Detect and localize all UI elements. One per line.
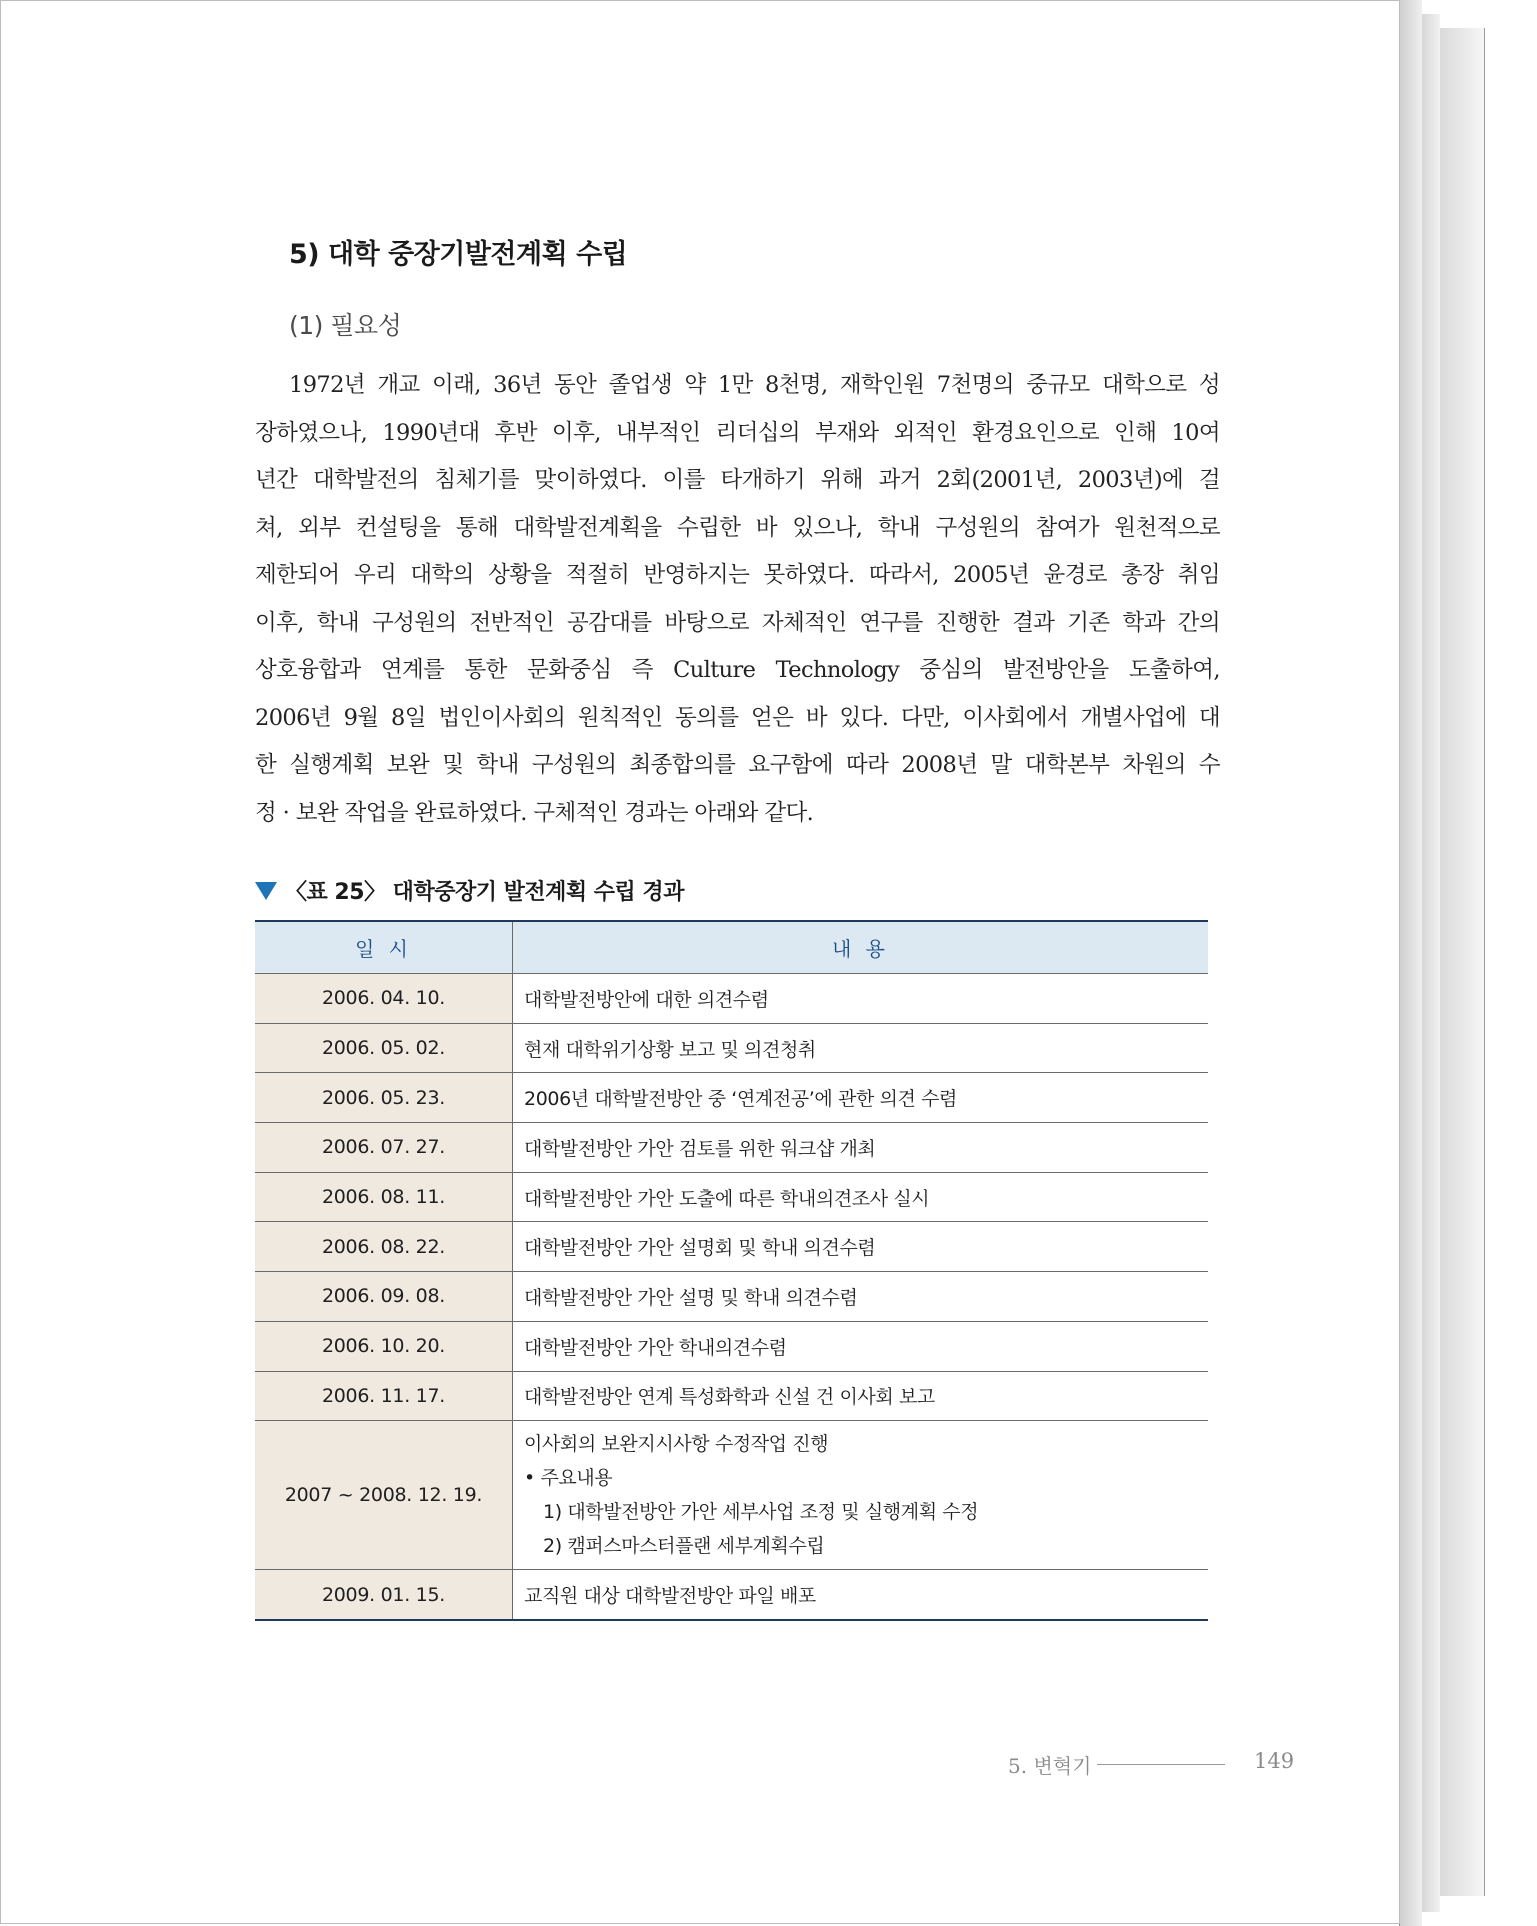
body-line: 이후, 학내 구성원의 전반적인 공감대를 바탕으로 자체적인 연구를 진행한 결과 기존 학과 간의: [255, 609, 1220, 636]
table-row: [255, 1321, 1208, 1371]
page-number: 149: [1254, 1749, 1295, 1773]
table-row: [255, 1570, 1208, 1620]
body-line: 1972년 개교 이래, 36년 동안 졸업생 약 1만 8천명, 재학인원 7천명의 중규모 대학으로 성: [289, 372, 1220, 398]
row-content-line: 이사회의 보완지시사항 수정작업 진행: [524, 1433, 829, 1456]
table-row: [255, 1371, 1208, 1421]
row-date: 2006. 05. 23.: [255, 1073, 513, 1123]
body-line: 장하였으나, 1990년대 후반 이후, 내부적인 리더십의 부재와 외적인 환경요인으로 인해 10여: [255, 419, 1220, 446]
table-row: [255, 1023, 1208, 1073]
row-date: 2006. 07. 27.: [255, 1123, 513, 1173]
table-row: [255, 1123, 1208, 1173]
page-stack-edge: [1421, 14, 1440, 1912]
row-content: 대학발전방안에 대한 의견수렴: [513, 974, 1209, 1024]
row-content: 대학발전방안 연계 특성화학과 신설 건 이사회 보고: [513, 1371, 1209, 1421]
body-line: 년간 대학발전의 침체기를 맞이하였다. 이를 타개하기 위해 과거 2회(2001년, 2003년)에 걸: [255, 467, 1220, 493]
page-stack-edge: [1399, 0, 1422, 1926]
body-line: 제한되어 우리 대학의 상황을 적절히 반영하지는 못하였다. 따라서, 2005년 윤경로 총장 취임: [255, 562, 1220, 588]
row-date: 2006. 05. 02.: [255, 1023, 513, 1073]
body-line: 상호융합과 연계를 통한 문화중심 즉 Culture Technology 중심의 발전방안을 도출하여,: [255, 657, 1220, 683]
page-stack-edge: [1439, 28, 1485, 1896]
row-content: [513, 1421, 1209, 1570]
table-row: [255, 1172, 1208, 1222]
triangle-down-icon: [255, 882, 277, 900]
body-line: 쳐, 외부 컨설팅을 통해 대학발전계획을 수립한 바 있으나, 학내 구성원의 참여가 원천적으로: [255, 514, 1220, 541]
table-caption: [255, 875, 684, 906]
row-date: 2006. 11. 17.: [255, 1371, 513, 1421]
row-content: 현재 대학위기상황 보고 및 의견청취: [513, 1023, 1209, 1073]
row-content-subitem: 1) 대학발전방안 가안 세부사업 조정 및 실행계획 수정: [543, 1501, 979, 1524]
row-content: 대학발전방안 가안 검토를 위한 워크샵 개최: [513, 1123, 1209, 1173]
row-date: 2007 ~ 2008. 12. 19.: [255, 1421, 513, 1570]
body-line: 2006년 9월 8일 법인이사회의 원칙적인 동의를 얻은 바 있다. 다만, 이사회에서 개별사업에 대: [255, 704, 1220, 731]
row-content-list: [524, 1421, 1208, 1569]
table-row: [255, 974, 1208, 1024]
table-caption-text: 〈표 25〉 대학중장기 발전계획 수립 경과: [285, 880, 684, 905]
body-paragraph: [255, 362, 1220, 837]
row-content: 2006년 대학발전방안 중 ‘연계전공’에 관한 의견 수렴: [513, 1073, 1209, 1123]
row-content: 교직원 대상 대학발전방안 파일 배포: [524, 1585, 816, 1608]
running-footer: [1008, 1750, 1237, 1779]
table-row: [255, 1222, 1208, 1272]
row-content: 대학발전방안 가안 학내의견수렴: [513, 1321, 1209, 1371]
row-date: 2006. 04. 10.: [255, 974, 513, 1024]
table-row: [255, 1272, 1208, 1322]
table-row: [255, 1073, 1208, 1123]
header-date: 일 시: [255, 921, 513, 974]
row-content: 대학발전방안 가안 설명 및 학내 의견수렴: [513, 1272, 1209, 1322]
row-date: 2009. 01. 15.: [255, 1570, 513, 1620]
section-title: 5) 대학 중장기발전계획 수립: [289, 239, 628, 270]
footer-section-label: 5. 변혁기: [1008, 1754, 1092, 1778]
row-content-bullet: • 주요내용: [524, 1467, 613, 1490]
row-date: 2006. 08. 22.: [255, 1222, 513, 1272]
row-content: 대학발전방안 가안 도출에 따른 학내의견조사 실시: [513, 1172, 1209, 1222]
row-date: 2006. 08. 11.: [255, 1172, 513, 1222]
subsection-title: (1) 필요성: [289, 311, 402, 340]
footer-rule: [1097, 1764, 1225, 1765]
row-content-subitem: 2) 캠퍼스마스터플랜 세부계획수립: [543, 1535, 825, 1558]
header-content: 내 용: [513, 921, 1209, 974]
row-content: 대학발전방안 가안 설명회 및 학내 의견수렴: [513, 1222, 1209, 1272]
history-table: [255, 920, 1208, 1621]
row-date: 2006. 10. 20.: [255, 1321, 513, 1371]
body-line: 정 · 보완 작업을 완료하였다. 구체적인 경과는 아래와 같다.: [255, 799, 814, 826]
body-line: 한 실행계획 보완 및 학내 구성원의 최종합의를 요구함에 따라 2008년 말 대학본부 차원의 수: [255, 752, 1220, 778]
row-date: 2006. 09. 08.: [255, 1272, 513, 1322]
table-header-row: [255, 921, 1208, 974]
table-row: [255, 1421, 1208, 1570]
